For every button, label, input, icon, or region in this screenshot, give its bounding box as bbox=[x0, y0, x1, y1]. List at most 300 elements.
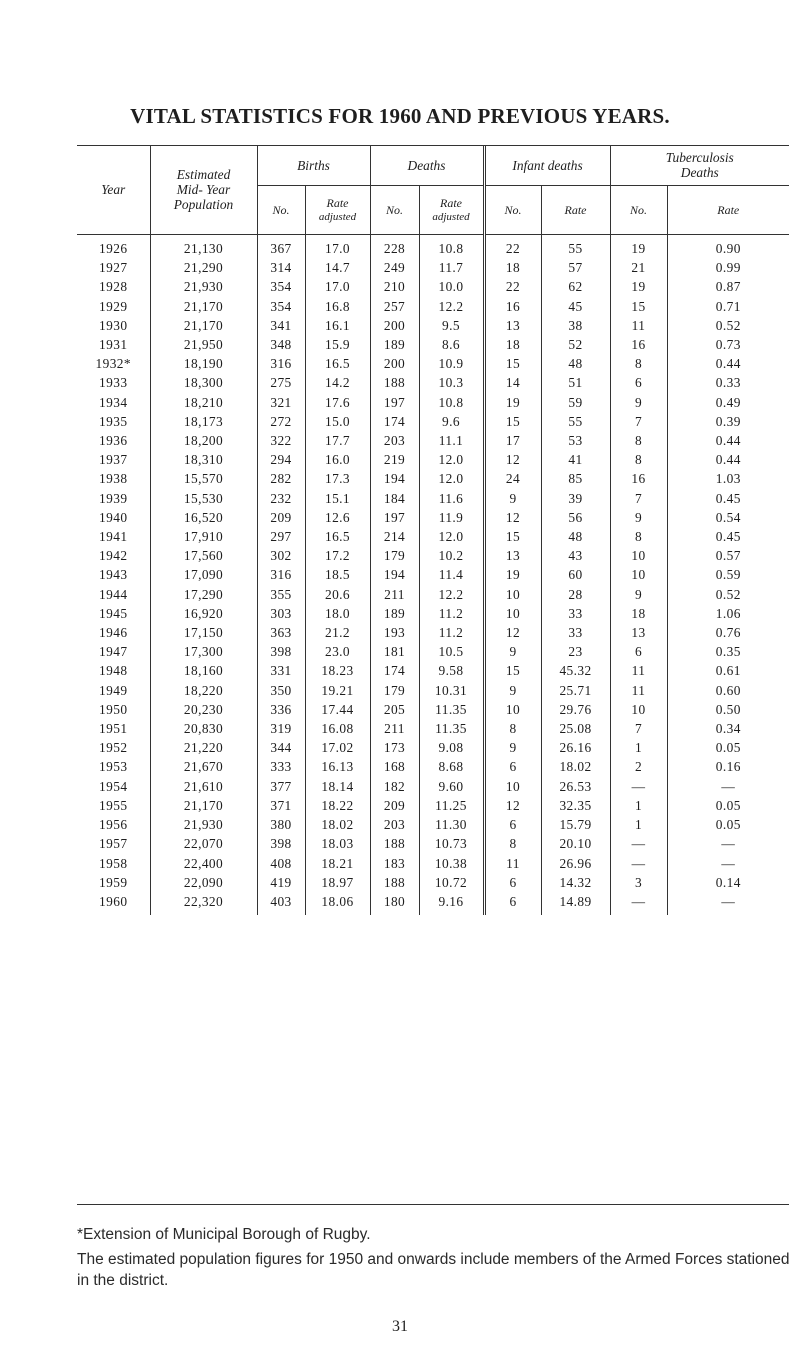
cell-infant-rate: 53 bbox=[541, 431, 610, 450]
cell-infant-rate: 29.76 bbox=[541, 700, 610, 719]
cell-births-no: 419 bbox=[257, 873, 305, 892]
cell-births-no: 321 bbox=[257, 393, 305, 412]
header-births: Births bbox=[257, 145, 370, 186]
cell-tb-rate: 0.44 bbox=[667, 431, 789, 450]
cell-deaths-rate: 10.8 bbox=[419, 235, 484, 259]
cell-infant-no: 10 bbox=[484, 604, 541, 623]
cell-births-rate: 18.0 bbox=[305, 604, 370, 623]
header-population: Estimated Mid- Year Population bbox=[150, 145, 257, 235]
table-row bbox=[77, 854, 789, 873]
cell-population: 21,170 bbox=[150, 297, 257, 316]
header-deaths-no: No. bbox=[370, 186, 419, 235]
cell-deaths-no: 211 bbox=[370, 585, 419, 604]
cell-infant-rate: 26.96 bbox=[541, 854, 610, 873]
cell-tb-rate: 0.59 bbox=[667, 565, 789, 584]
table-row bbox=[77, 623, 789, 642]
cell-tb-rate: 0.35 bbox=[667, 642, 789, 661]
header-year: Year bbox=[77, 145, 150, 235]
cell-tb-rate: 0.50 bbox=[667, 700, 789, 719]
cell-tb-no: 10 bbox=[610, 546, 667, 565]
cell-year: 1946 bbox=[99, 625, 128, 641]
cell-deaths-rate: 11.7 bbox=[419, 258, 484, 277]
header-births-no: No. bbox=[257, 186, 305, 235]
cell-births-rate: 21.2 bbox=[305, 623, 370, 642]
cell-deaths-no: 188 bbox=[370, 373, 419, 392]
cell-deaths-no: 188 bbox=[370, 834, 419, 853]
cell-births-no: 303 bbox=[257, 604, 305, 623]
cell-year: 1928 bbox=[99, 279, 128, 295]
cell-infant-rate: 45 bbox=[541, 297, 610, 316]
cell-tb-rate: 0.61 bbox=[667, 661, 789, 680]
cell-population: 21,170 bbox=[150, 796, 257, 815]
cell-tb-no: 9 bbox=[610, 585, 667, 604]
header-births-rate-adjusted: Rate adjusted bbox=[305, 186, 370, 235]
cell-infant-no: 16 bbox=[484, 297, 541, 316]
table-row bbox=[77, 757, 789, 776]
cell-year: 1939 bbox=[99, 490, 128, 506]
cell-population: 18,173 bbox=[150, 412, 257, 431]
cell-deaths-no: 249 bbox=[370, 258, 419, 277]
cell-tb-no: 7 bbox=[610, 412, 667, 431]
table-row bbox=[77, 700, 789, 719]
cell-deaths-no: 203 bbox=[370, 431, 419, 450]
cell-births-rate: 17.2 bbox=[305, 546, 370, 565]
cell-tb-no: 8 bbox=[610, 354, 667, 373]
cell-population: 22,090 bbox=[150, 873, 257, 892]
cell-population: 17,290 bbox=[150, 585, 257, 604]
table-body bbox=[77, 235, 789, 916]
cell-births-no: 282 bbox=[257, 469, 305, 488]
table-row bbox=[77, 815, 789, 834]
vital-statistics-table bbox=[77, 145, 789, 915]
cell-deaths-no: 205 bbox=[370, 700, 419, 719]
cell-population: 21,290 bbox=[150, 258, 257, 277]
cell-tb-rate: 0.54 bbox=[667, 508, 789, 527]
cell-population: 22,070 bbox=[150, 834, 257, 853]
cell-deaths-no: 200 bbox=[370, 316, 419, 335]
cell-tb-rate: — bbox=[667, 777, 789, 796]
cell-infant-rate: 14.32 bbox=[541, 873, 610, 892]
table-bottom-rule bbox=[77, 1204, 789, 1205]
cell-tb-no: 16 bbox=[610, 335, 667, 354]
cell-infant-no: 9 bbox=[484, 489, 541, 508]
cell-births-rate: 16.5 bbox=[305, 527, 370, 546]
cell-year: 1948 bbox=[99, 663, 128, 679]
cell-births-no: 398 bbox=[257, 834, 305, 853]
cell-infant-no: 18 bbox=[484, 335, 541, 354]
page-number: 31 bbox=[392, 1318, 408, 1335]
cell-tb-no: 3 bbox=[610, 873, 667, 892]
cell-deaths-rate: 11.35 bbox=[419, 719, 484, 738]
cell-infant-no: 12 bbox=[484, 450, 541, 469]
table-row bbox=[77, 431, 789, 450]
cell-deaths-no: 182 bbox=[370, 777, 419, 796]
cell-deaths-rate: 11.6 bbox=[419, 489, 484, 508]
cell-births-rate: 15.0 bbox=[305, 412, 370, 431]
cell-infant-no: 24 bbox=[484, 469, 541, 488]
cell-tb-no: 7 bbox=[610, 489, 667, 508]
cell-population: 18,220 bbox=[150, 681, 257, 700]
header-infant-no: No. bbox=[484, 186, 541, 235]
cell-infant-no: 8 bbox=[484, 834, 541, 853]
cell-tb-rate: — bbox=[667, 854, 789, 873]
footnote: *Extension of Municipal Borough of Rugby. bbox=[77, 1226, 371, 1243]
cell-deaths-no: 193 bbox=[370, 623, 419, 642]
table-row bbox=[77, 681, 789, 700]
cell-deaths-rate: 11.9 bbox=[419, 508, 484, 527]
header-infant-rate: Rate bbox=[541, 186, 610, 235]
cell-population: 17,090 bbox=[150, 565, 257, 584]
cell-year: 1957 bbox=[99, 836, 128, 852]
cell-deaths-rate: 11.30 bbox=[419, 815, 484, 834]
cell-deaths-rate: 12.0 bbox=[419, 469, 484, 488]
cell-tb-no: 11 bbox=[610, 681, 667, 700]
cell-tb-rate: 0.05 bbox=[667, 815, 789, 834]
cell-tb-no: 16 bbox=[610, 469, 667, 488]
cell-year: 1956 bbox=[99, 817, 128, 833]
cell-deaths-rate: 12.0 bbox=[419, 450, 484, 469]
cell-births-rate: 19.21 bbox=[305, 681, 370, 700]
table-row bbox=[77, 508, 789, 527]
cell-infant-no: 15 bbox=[484, 661, 541, 680]
cell-infant-rate: 41 bbox=[541, 450, 610, 469]
cell-deaths-no: 183 bbox=[370, 854, 419, 873]
cell-deaths-rate: 11.1 bbox=[419, 431, 484, 450]
cell-infant-rate: 20.10 bbox=[541, 834, 610, 853]
cell-births-rate: 18.21 bbox=[305, 854, 370, 873]
cell-births-no: 380 bbox=[257, 815, 305, 834]
cell-deaths-no: 219 bbox=[370, 450, 419, 469]
table-row bbox=[77, 469, 789, 488]
cell-births-rate: 12.6 bbox=[305, 508, 370, 527]
cell-tb-no: 10 bbox=[610, 565, 667, 584]
cell-year: 1959 bbox=[99, 874, 128, 890]
cell-deaths-no: 174 bbox=[370, 412, 419, 431]
cell-deaths-rate: 10.5 bbox=[419, 642, 484, 661]
cell-births-rate: 14.7 bbox=[305, 258, 370, 277]
cell-infant-rate: 43 bbox=[541, 546, 610, 565]
cell-births-no: 316 bbox=[257, 354, 305, 373]
cell-infant-no: 12 bbox=[484, 623, 541, 642]
cell-deaths-rate: 9.5 bbox=[419, 316, 484, 335]
cell-year: 1950 bbox=[99, 701, 128, 717]
cell-tb-rate: 0.71 bbox=[667, 297, 789, 316]
cell-deaths-no: 197 bbox=[370, 508, 419, 527]
cell-deaths-no: 179 bbox=[370, 681, 419, 700]
cell-infant-no: 8 bbox=[484, 719, 541, 738]
cell-infant-rate: 85 bbox=[541, 469, 610, 488]
cell-births-no: 314 bbox=[257, 258, 305, 277]
cell-births-no: 316 bbox=[257, 565, 305, 584]
cell-births-no: 333 bbox=[257, 757, 305, 776]
cell-year: 1926 bbox=[99, 241, 128, 256]
table-row bbox=[77, 258, 789, 277]
cell-population: 21,220 bbox=[150, 738, 257, 757]
cell-births-no: 367 bbox=[257, 235, 305, 259]
cell-infant-no: 9 bbox=[484, 642, 541, 661]
cell-births-rate: 18.5 bbox=[305, 565, 370, 584]
cell-tb-no: 18 bbox=[610, 604, 667, 623]
cell-births-rate: 18.22 bbox=[305, 796, 370, 815]
cell-population: 16,520 bbox=[150, 508, 257, 527]
cell-infant-no: 19 bbox=[484, 393, 541, 412]
cell-population: 22,320 bbox=[150, 892, 257, 915]
cell-tb-no: 2 bbox=[610, 757, 667, 776]
cell-infant-rate: 33 bbox=[541, 623, 610, 642]
table-row bbox=[77, 585, 789, 604]
cell-tb-no: 1 bbox=[610, 738, 667, 757]
table-row bbox=[77, 796, 789, 815]
cell-deaths-rate: 10.73 bbox=[419, 834, 484, 853]
cell-infant-rate: 33 bbox=[541, 604, 610, 623]
cell-population: 21,610 bbox=[150, 777, 257, 796]
cell-infant-no: 15 bbox=[484, 412, 541, 431]
table-row bbox=[77, 393, 789, 412]
cell-year: 1960 bbox=[99, 893, 128, 909]
cell-population: 18,200 bbox=[150, 431, 257, 450]
cell-births-no: 319 bbox=[257, 719, 305, 738]
cell-tb-rate: 0.73 bbox=[667, 335, 789, 354]
table-row bbox=[77, 546, 789, 565]
cell-tb-rate: 0.33 bbox=[667, 373, 789, 392]
cell-deaths-rate: 9.6 bbox=[419, 412, 484, 431]
cell-infant-no: 11 bbox=[484, 854, 541, 873]
cell-deaths-rate: 12.0 bbox=[419, 527, 484, 546]
cell-deaths-rate: 11.4 bbox=[419, 565, 484, 584]
cell-infant-no: 9 bbox=[484, 681, 541, 700]
cell-population: 20,230 bbox=[150, 700, 257, 719]
table-row bbox=[77, 235, 789, 259]
table-row bbox=[77, 373, 789, 392]
cell-deaths-no: 189 bbox=[370, 335, 419, 354]
cell-births-rate: 16.1 bbox=[305, 316, 370, 335]
cell-infant-no: 6 bbox=[484, 873, 541, 892]
table-row bbox=[77, 719, 789, 738]
cell-infant-no: 10 bbox=[484, 700, 541, 719]
table-row bbox=[77, 565, 789, 584]
cell-deaths-rate: 10.38 bbox=[419, 854, 484, 873]
cell-year: 1933 bbox=[99, 375, 128, 391]
table-row bbox=[77, 527, 789, 546]
cell-deaths-rate: 10.2 bbox=[419, 546, 484, 565]
cell-deaths-no: 197 bbox=[370, 393, 419, 412]
cell-year: 1954 bbox=[99, 778, 128, 794]
cell-infant-rate: 48 bbox=[541, 527, 610, 546]
cell-tb-no: 7 bbox=[610, 719, 667, 738]
cell-tb-no: 1 bbox=[610, 815, 667, 834]
table-row bbox=[77, 873, 789, 892]
cell-year: 1942 bbox=[99, 548, 128, 564]
cell-tb-rate: 0.90 bbox=[667, 235, 789, 259]
table-row bbox=[77, 834, 789, 853]
cell-infant-no: 12 bbox=[484, 508, 541, 527]
cell-infant-rate: 51 bbox=[541, 373, 610, 392]
cell-deaths-rate: 10.3 bbox=[419, 373, 484, 392]
cell-births-rate: 16.13 bbox=[305, 757, 370, 776]
cell-tb-no: 6 bbox=[610, 373, 667, 392]
cell-births-no: 354 bbox=[257, 297, 305, 316]
cell-tb-no: 11 bbox=[610, 661, 667, 680]
cell-deaths-no: 188 bbox=[370, 873, 419, 892]
population-note: The estimated population figures for 1950 and onwards include members of the Armed Forces stationed in the district. bbox=[77, 1251, 790, 1289]
cell-infant-no: 6 bbox=[484, 757, 541, 776]
cell-population: 21,930 bbox=[150, 277, 257, 296]
cell-year: 1947 bbox=[99, 644, 128, 660]
table-row bbox=[77, 335, 789, 354]
cell-births-no: 377 bbox=[257, 777, 305, 796]
cell-infant-rate: 55 bbox=[541, 235, 610, 259]
header-deaths-rate-adjusted: Rate adjusted bbox=[419, 186, 484, 235]
cell-deaths-no: 184 bbox=[370, 489, 419, 508]
cell-population: 22,400 bbox=[150, 854, 257, 873]
cell-tb-rate: 0.52 bbox=[667, 316, 789, 335]
header-tb-rate: Rate bbox=[667, 186, 789, 235]
cell-year: 1949 bbox=[99, 682, 128, 698]
cell-tb-no: — bbox=[610, 834, 667, 853]
cell-infant-no: 15 bbox=[484, 354, 541, 373]
cell-tb-no: 21 bbox=[610, 258, 667, 277]
cell-births-no: 297 bbox=[257, 527, 305, 546]
cell-infant-rate: 60 bbox=[541, 565, 610, 584]
cell-year: 1944 bbox=[99, 586, 128, 602]
cell-tb-no: 15 bbox=[610, 297, 667, 316]
cell-births-no: 354 bbox=[257, 277, 305, 296]
cell-population: 18,210 bbox=[150, 393, 257, 412]
cell-deaths-no: 209 bbox=[370, 796, 419, 815]
cell-infant-rate: 59 bbox=[541, 393, 610, 412]
cell-tb-rate: 0.14 bbox=[667, 873, 789, 892]
cell-tb-rate: 0.49 bbox=[667, 393, 789, 412]
cell-births-rate: 18.03 bbox=[305, 834, 370, 853]
cell-births-no: 331 bbox=[257, 661, 305, 680]
cell-year: 1952 bbox=[99, 740, 128, 756]
cell-tb-no: 19 bbox=[610, 277, 667, 296]
cell-population: 18,310 bbox=[150, 450, 257, 469]
cell-births-no: 275 bbox=[257, 373, 305, 392]
cell-births-rate: 18.14 bbox=[305, 777, 370, 796]
cell-year: 1955 bbox=[99, 797, 128, 813]
cell-tb-no: 11 bbox=[610, 316, 667, 335]
cell-infant-rate: 25.71 bbox=[541, 681, 610, 700]
cell-births-no: 344 bbox=[257, 738, 305, 757]
cell-tb-rate: 0.05 bbox=[667, 796, 789, 815]
cell-population: 21,130 bbox=[150, 235, 257, 259]
cell-infant-rate: 28 bbox=[541, 585, 610, 604]
cell-year: 1929 bbox=[99, 298, 128, 314]
cell-tb-rate: 0.39 bbox=[667, 412, 789, 431]
cell-births-rate: 23.0 bbox=[305, 642, 370, 661]
cell-births-no: 403 bbox=[257, 892, 305, 915]
cell-year: 1943 bbox=[99, 567, 128, 583]
cell-births-no: 348 bbox=[257, 335, 305, 354]
cell-population: 21,950 bbox=[150, 335, 257, 354]
table-row bbox=[77, 777, 789, 796]
cell-births-no: 336 bbox=[257, 700, 305, 719]
cell-population: 21,170 bbox=[150, 316, 257, 335]
cell-infant-rate: 15.79 bbox=[541, 815, 610, 834]
cell-infant-rate: 55 bbox=[541, 412, 610, 431]
cell-births-rate: 20.6 bbox=[305, 585, 370, 604]
cell-births-rate: 17.0 bbox=[305, 277, 370, 296]
table-row bbox=[77, 642, 789, 661]
cell-tb-rate: 0.57 bbox=[667, 546, 789, 565]
cell-infant-no: 13 bbox=[484, 546, 541, 565]
cell-infant-no: 9 bbox=[484, 738, 541, 757]
table-row bbox=[77, 450, 789, 469]
cell-deaths-rate: 9.16 bbox=[419, 892, 484, 915]
cell-infant-rate: 23 bbox=[541, 642, 610, 661]
cell-tb-rate: 0.52 bbox=[667, 585, 789, 604]
cell-deaths-no: 189 bbox=[370, 604, 419, 623]
cell-births-rate: 18.97 bbox=[305, 873, 370, 892]
cell-births-no: 363 bbox=[257, 623, 305, 642]
cell-deaths-no: 203 bbox=[370, 815, 419, 834]
cell-deaths-rate: 11.2 bbox=[419, 604, 484, 623]
cell-deaths-rate: 10.9 bbox=[419, 354, 484, 373]
page-title: VITAL STATISTICS FOR 1960 AND PREVIOUS YEARS. bbox=[130, 104, 670, 128]
cell-infant-no: 19 bbox=[484, 565, 541, 584]
cell-deaths-no: 257 bbox=[370, 297, 419, 316]
cell-population: 21,930 bbox=[150, 815, 257, 834]
cell-births-no: 350 bbox=[257, 681, 305, 700]
cell-tb-no: 9 bbox=[610, 393, 667, 412]
cell-infant-no: 13 bbox=[484, 316, 541, 335]
cell-births-rate: 17.7 bbox=[305, 431, 370, 450]
cell-deaths-rate: 9.08 bbox=[419, 738, 484, 757]
cell-tb-rate: — bbox=[667, 892, 789, 915]
cell-deaths-no: 174 bbox=[370, 661, 419, 680]
cell-infant-no: 12 bbox=[484, 796, 541, 815]
table-row bbox=[77, 489, 789, 508]
cell-year: 1938 bbox=[99, 471, 128, 487]
cell-deaths-rate: 8.6 bbox=[419, 335, 484, 354]
cell-deaths-no: 173 bbox=[370, 738, 419, 757]
cell-deaths-rate: 10.31 bbox=[419, 681, 484, 700]
cell-infant-rate: 39 bbox=[541, 489, 610, 508]
cell-infant-rate: 38 bbox=[541, 316, 610, 335]
cell-infant-rate: 62 bbox=[541, 277, 610, 296]
cell-infant-rate: 25.08 bbox=[541, 719, 610, 738]
cell-births-no: 209 bbox=[257, 508, 305, 527]
cell-year: 1927 bbox=[99, 260, 128, 276]
cell-deaths-no: 168 bbox=[370, 757, 419, 776]
cell-infant-no: 14 bbox=[484, 373, 541, 392]
cell-infant-no: 6 bbox=[484, 815, 541, 834]
cell-deaths-rate: 8.68 bbox=[419, 757, 484, 776]
cell-births-no: 355 bbox=[257, 585, 305, 604]
cell-infant-rate: 45.32 bbox=[541, 661, 610, 680]
cell-year: 1932* bbox=[95, 356, 131, 372]
cell-births-no: 341 bbox=[257, 316, 305, 335]
cell-infant-no: 18 bbox=[484, 258, 541, 277]
cell-tb-no: 8 bbox=[610, 527, 667, 546]
cell-tb-rate: 0.60 bbox=[667, 681, 789, 700]
cell-year: 1934 bbox=[99, 394, 128, 410]
cell-infant-rate: 56 bbox=[541, 508, 610, 527]
cell-population: 17,150 bbox=[150, 623, 257, 642]
cell-births-no: 302 bbox=[257, 546, 305, 565]
cell-tb-rate: 0.34 bbox=[667, 719, 789, 738]
cell-population: 18,190 bbox=[150, 354, 257, 373]
cell-year: 1936 bbox=[99, 433, 128, 449]
cell-population: 15,530 bbox=[150, 489, 257, 508]
table-row bbox=[77, 604, 789, 623]
cell-year: 1941 bbox=[99, 529, 128, 545]
cell-deaths-no: 180 bbox=[370, 892, 419, 915]
cell-year: 1953 bbox=[99, 759, 128, 775]
table-row bbox=[77, 354, 789, 373]
cell-infant-rate: 26.16 bbox=[541, 738, 610, 757]
